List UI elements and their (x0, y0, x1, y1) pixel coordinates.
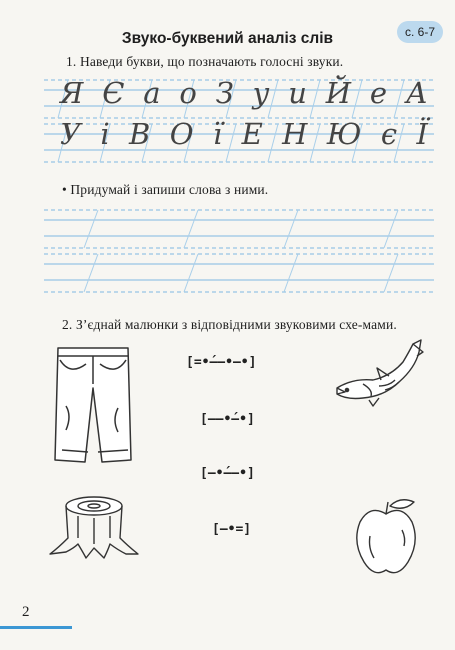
letter-trace[interactable]: О (169, 117, 196, 151)
cursive-letters-row-2 (60, 117, 430, 151)
sound-scheme-3[interactable]: [—•́—–•] (200, 466, 255, 481)
jeans-icon[interactable] (52, 346, 134, 464)
letter-trace[interactable]: а (143, 76, 163, 110)
page-reference-badge: с. 6-7 (397, 21, 443, 43)
letter-trace[interactable]: є (380, 117, 400, 151)
letter-trace[interactable]: у (252, 76, 272, 110)
letter-trace[interactable]: о (179, 76, 199, 110)
letter-trace[interactable]: Ю (326, 117, 364, 151)
apple-icon[interactable] (354, 496, 420, 580)
letter-trace[interactable]: Я (60, 76, 86, 110)
cursive-letters-row-1 (60, 76, 430, 110)
letter-trace[interactable]: Є (102, 76, 127, 110)
letter-trace[interactable]: Н (282, 117, 310, 151)
letter-trace[interactable]: Ї (416, 117, 430, 151)
page-title: Звуко-буквений аналіз слів (121, 30, 334, 47)
sound-scheme-4[interactable]: [—•=] (212, 522, 252, 537)
footer-accent-line (0, 626, 72, 629)
task-2-instruction: 2. З’єднай малюнки з відповідними звуковими схе-мами. (62, 317, 397, 332)
tree-stump-icon[interactable] (48, 494, 140, 560)
letter-trace[interactable]: ї (212, 117, 225, 151)
pike-fish-icon[interactable] (333, 338, 425, 408)
letter-trace[interactable]: В (129, 117, 153, 151)
letter-trace[interactable]: З (215, 76, 236, 110)
sound-scheme-1[interactable]: [=•́–—•—•] (186, 355, 257, 370)
letter-trace[interactable]: А (405, 76, 430, 110)
letter-trace[interactable]: У (60, 117, 83, 151)
letter-trace[interactable]: Й (325, 76, 354, 110)
page-number: 2 (22, 604, 30, 620)
ruled-lines-writing[interactable] (44, 206, 434, 306)
letter-trace[interactable]: Е (241, 117, 265, 151)
letter-trace[interactable]: е (369, 76, 390, 110)
letter-trace[interactable]: и (288, 76, 309, 110)
task-1-bullet: • Придумай і запиши слова з ними. (62, 182, 269, 197)
letter-trace[interactable]: і (100, 117, 112, 151)
task-1-instruction: 1. Наведи букви, що позначають голосні звуки. (66, 54, 344, 69)
sound-scheme-2[interactable]: [—–•́—•] (200, 412, 255, 427)
